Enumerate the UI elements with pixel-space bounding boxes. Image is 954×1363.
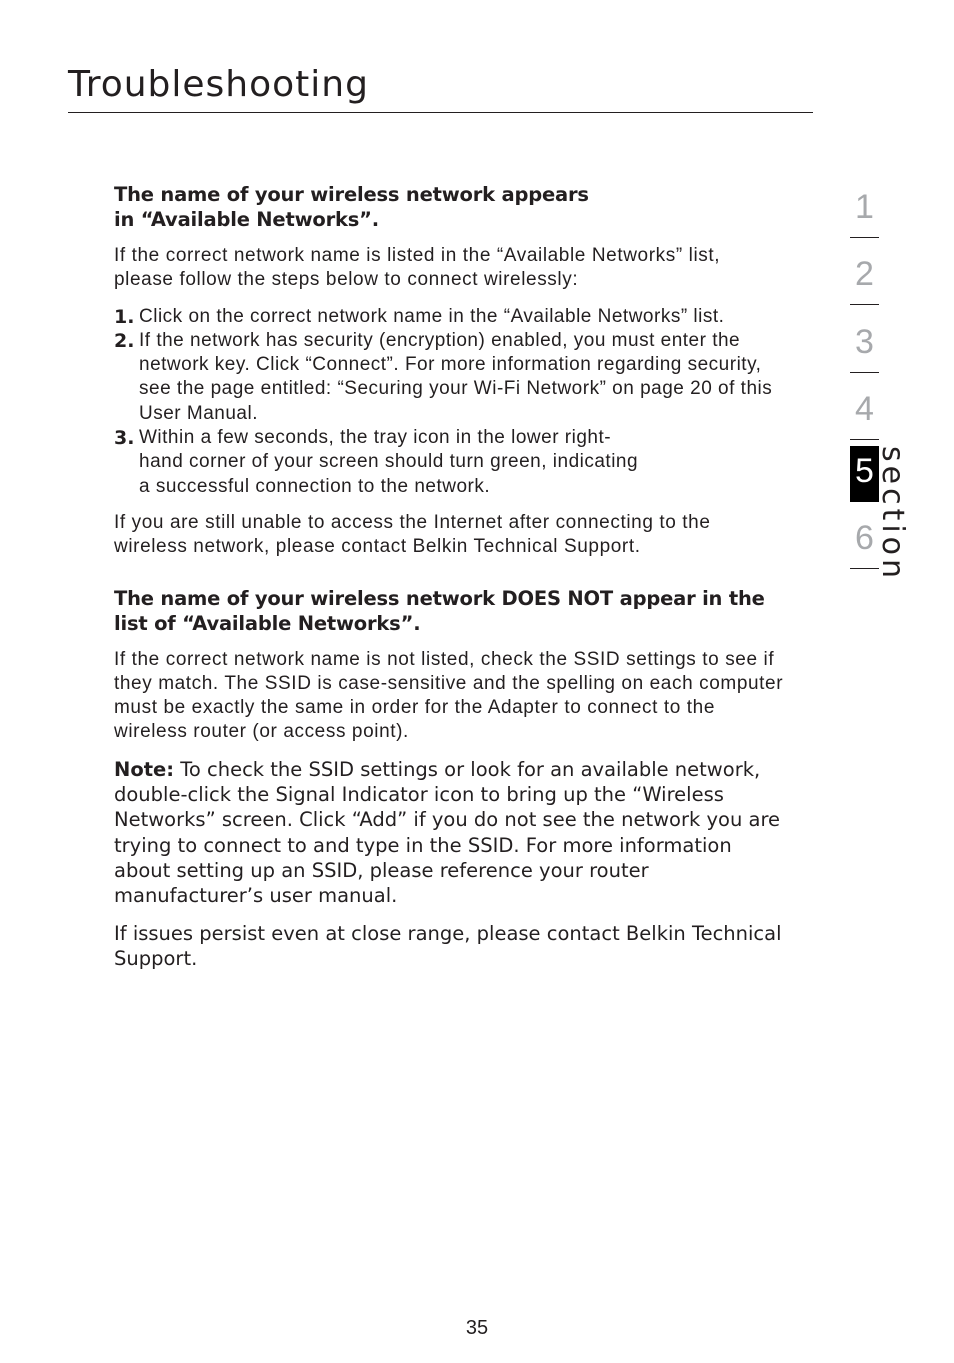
section-nav-item-5-active[interactable]: 5 bbox=[850, 446, 879, 502]
note-paragraph bbox=[114, 757, 784, 909]
final-paragraph: If issues persist even at close range, please contact Belkin Technical Support. bbox=[114, 921, 782, 970]
section-nav-item-4[interactable]: 4 bbox=[850, 384, 879, 440]
section-nav-item-2[interactable]: 2 bbox=[850, 249, 879, 305]
support-paragraph: If you are still unable to access the Internet after connecting to the wireless network, please contact Belkin Technical Support. bbox=[114, 511, 711, 558]
section-label: section bbox=[875, 446, 910, 583]
steps-list bbox=[114, 305, 784, 499]
step-number: 3. bbox=[114, 427, 135, 450]
step-text: Within a few seconds, the tray icon in the lower right-hand corner of your screen should turn green, indicating a successful connection to the network. bbox=[139, 427, 639, 497]
step-text: If the network has security (encryption) enabled, you must enter the network key. Click “Connect”. For more information regarding security, see the page entitled: “Securing your Wi-Fi Network” on page 20 of this User Manual. bbox=[139, 329, 773, 424]
list-item bbox=[114, 305, 784, 329]
main-content bbox=[114, 182, 784, 971]
ssid-paragraph: If the correct network name is not listed, check the SSID settings to see if they match. The SSID is case-sensitive and the spelling on each computer must be exactly the same in order for the Adapter to connect to the wireless router (or access point). bbox=[114, 648, 784, 743]
intro-paragraph: If the correct network name is listed in the “Available Networks” list, please follow the steps below to connect wirelessly: bbox=[114, 245, 721, 291]
page-title: Troubleshooting bbox=[68, 64, 369, 105]
title-divider bbox=[68, 112, 813, 113]
section-nav-item-3[interactable]: 3 bbox=[850, 317, 879, 373]
step-number: 2. bbox=[114, 329, 135, 352]
step-number: 1. bbox=[114, 305, 135, 328]
section-nav-item-6[interactable]: 6 bbox=[850, 513, 879, 569]
list-item bbox=[114, 426, 784, 499]
note-text: To check the SSID settings or look for an available network, double-click the Signal Indicator icon to bring up the “Wireless Networks” screen. Click “Add” if you do not see the network you are trying to connect to and type in the SSID. For more information about setting up an SSID, please reference your router manufacturer’s user manual. bbox=[114, 757, 781, 908]
page-number: 35 bbox=[465, 1317, 489, 1339]
note-label: Note: bbox=[114, 757, 175, 781]
heading-network-missing: The name of your wireless network DOES NOT appear in the list of “Available Networks”. bbox=[114, 586, 765, 635]
heading-network-appears: The name of your wireless network appears in “Available Networks”. bbox=[114, 183, 589, 231]
list-item bbox=[114, 329, 784, 426]
step-text: Click on the correct network name in the “Available Networks” list. bbox=[139, 305, 725, 327]
section-nav-item-1[interactable]: 1 bbox=[850, 182, 879, 238]
